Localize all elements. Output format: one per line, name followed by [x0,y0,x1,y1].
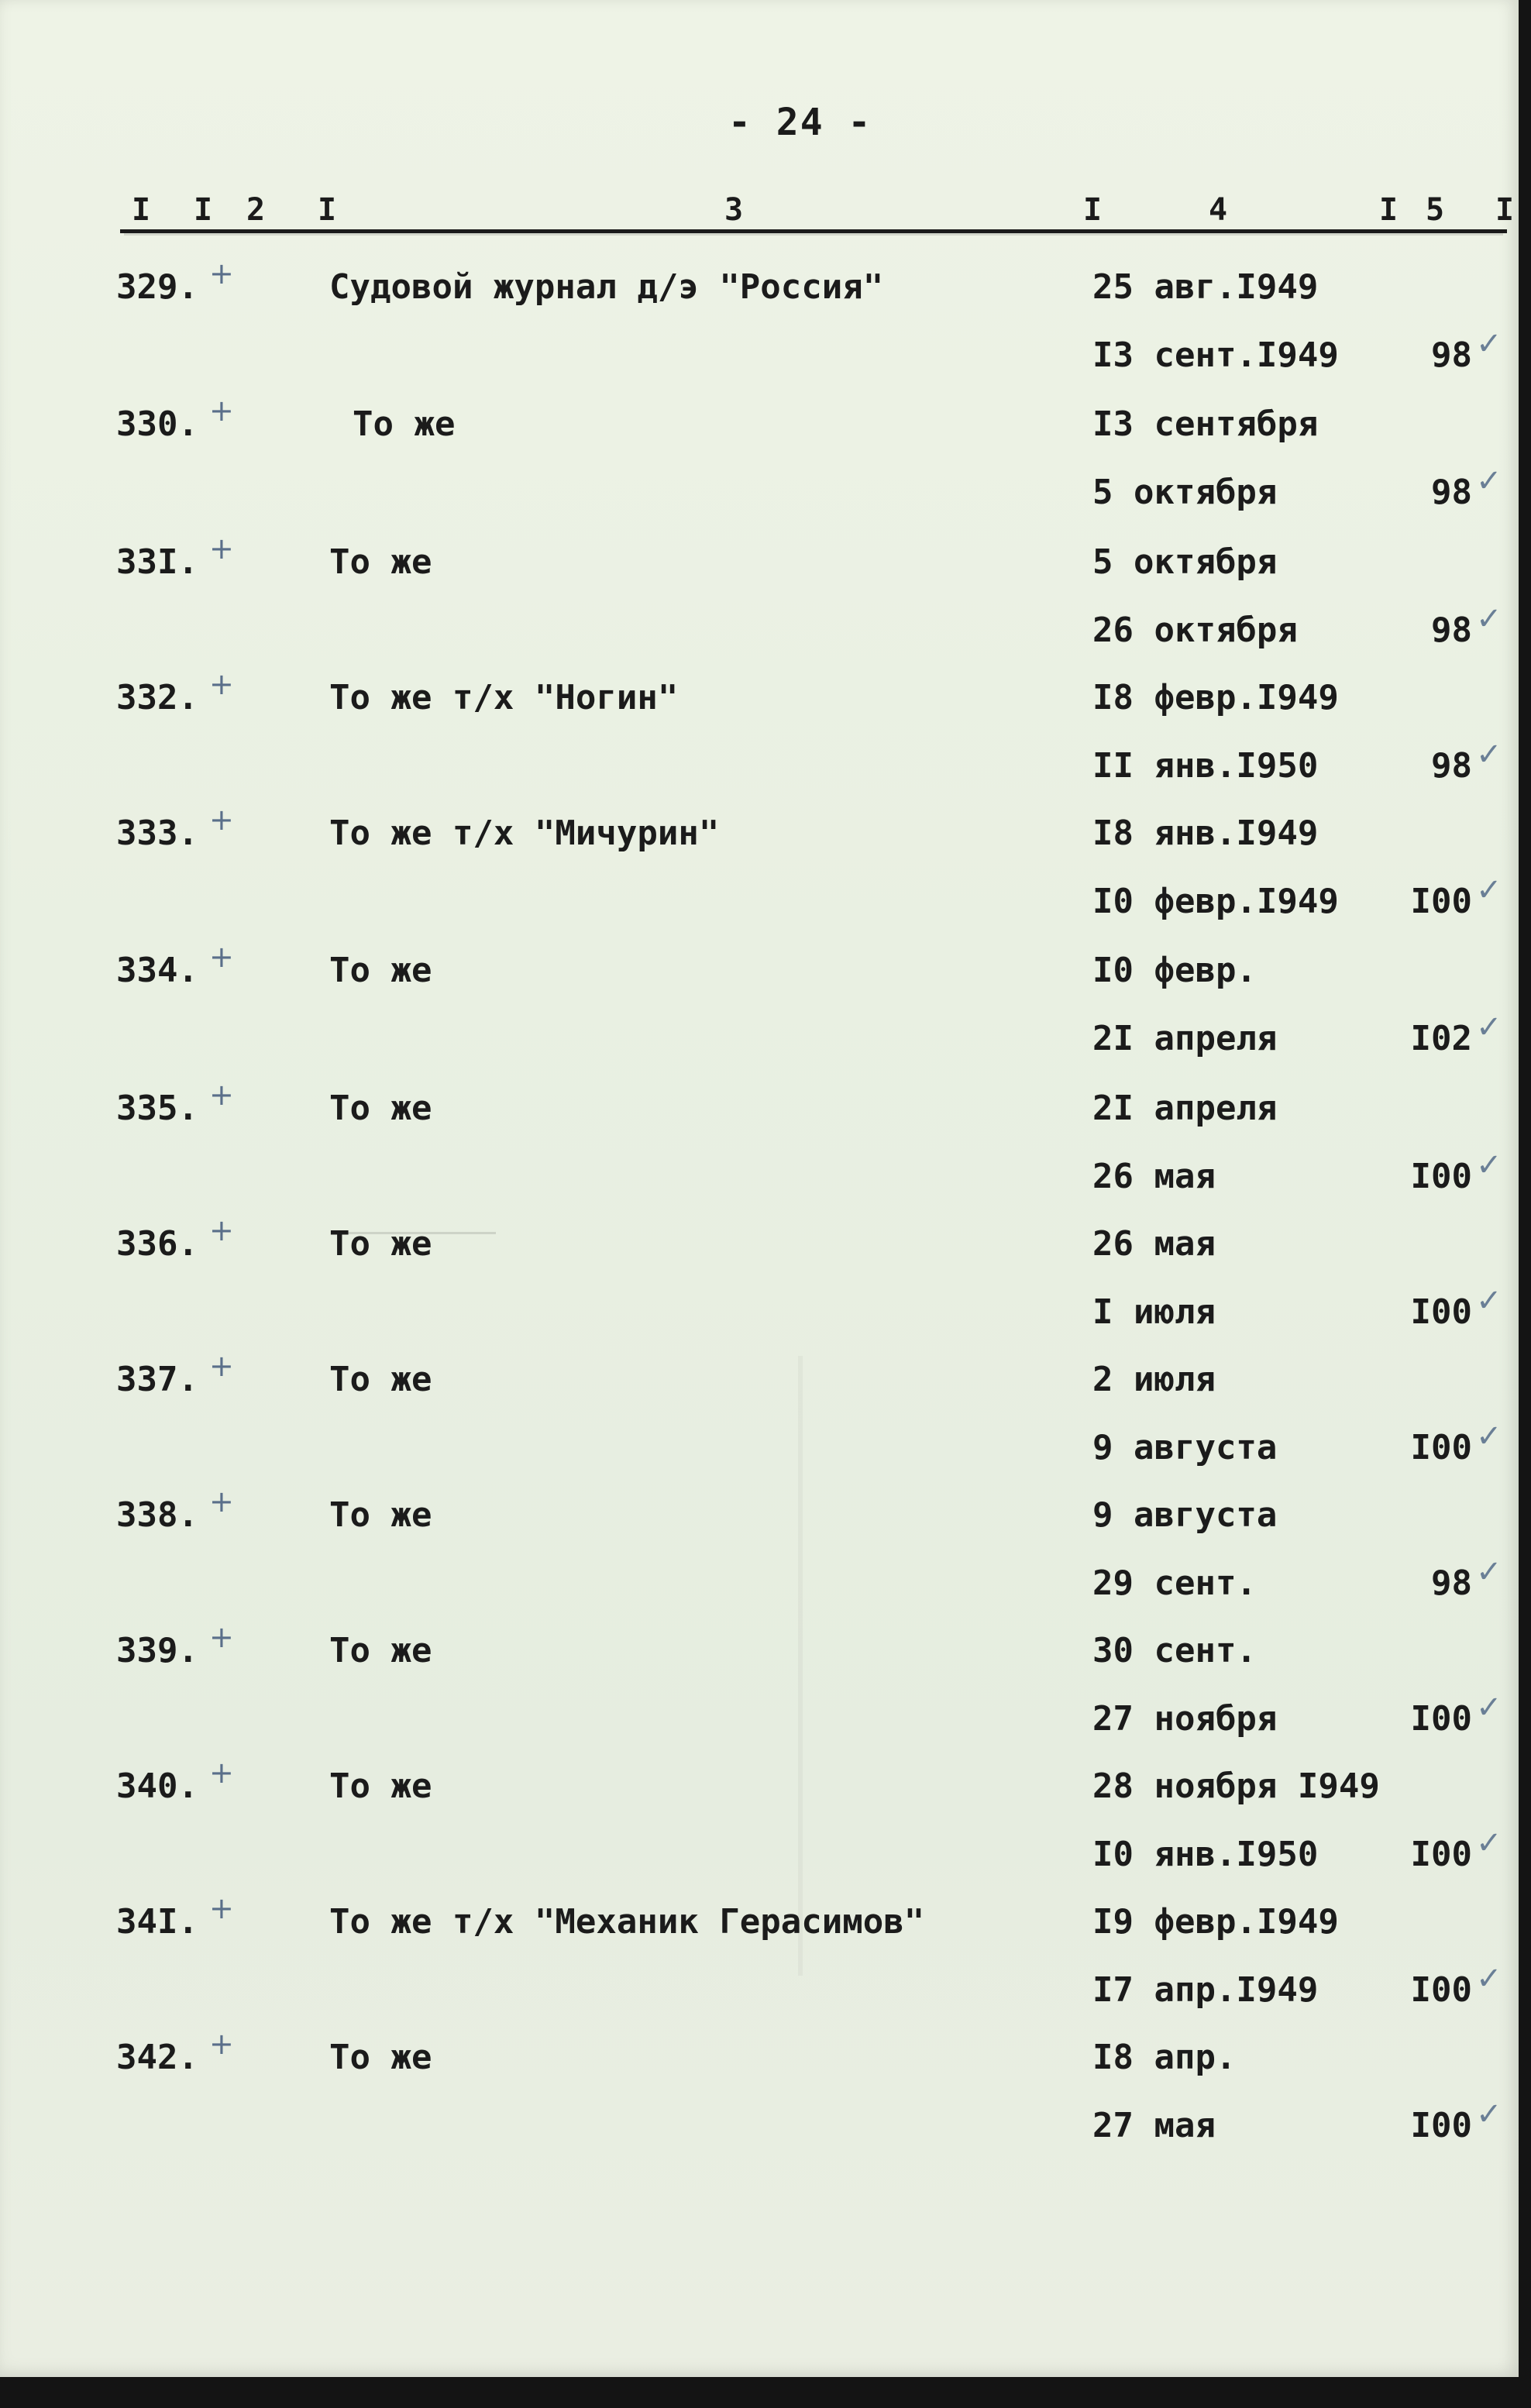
entry-date-end: 29 сент. [1092,1563,1257,1603]
pencil-check-mark: ✓ [1476,1147,1502,1183]
entry-number: 334. [116,951,198,990]
entry-page-count: 98 [1431,611,1472,650]
entry-page-count: I02 [1410,1019,1472,1058]
entry-date-end: I0 янв.I950 [1092,1835,1319,1874]
entry-date-start: 9 августа [1092,1495,1278,1535]
entry-page-count: I00 [1410,1157,1472,1196]
entry-date-end: 5 октября [1092,473,1278,512]
entry-date-end: 27 ноября [1092,1699,1278,1739]
entry-number: 33I. [116,542,198,582]
entry-number: 340. [116,1766,198,1806]
list-item [0,1349,1519,1499]
column-header-sep: I [1495,192,1515,228]
entry-date-end: 27 мая [1092,2106,1216,2145]
pencil-check-mark: ✓ [1476,1419,1502,1454]
pencil-cross-mark: + [209,1078,234,1112]
entry-date-start: I9 февр.I949 [1092,1902,1339,1942]
entry-date-end: 26 мая [1092,1157,1216,1196]
list-item [0,1078,1519,1228]
entry-number: 329. [116,267,198,307]
entry-page-count: 98 [1431,1563,1472,1603]
column-header-sep: I [1379,192,1399,228]
entry-date-start: I8 янв.I949 [1092,814,1319,853]
entry-number: 336. [116,1224,198,1264]
entry-title: То же [353,404,456,444]
entry-page-count: I00 [1410,882,1472,921]
entry-page-count: 98 [1431,335,1472,375]
entry-title: То же [329,542,432,582]
entry-number: 34I. [116,1902,198,1942]
pencil-cross-mark: + [209,1349,234,1383]
pencil-check-mark: ✓ [1476,2097,1502,2132]
entry-number: 338. [116,1495,198,1535]
pencil-check-mark: ✓ [1476,1690,1502,1725]
entry-date-end: I7 апр.I949 [1092,1970,1319,2010]
pencil-cross-mark: + [209,1620,234,1654]
entry-date-end: II янв.I950 [1092,746,1319,786]
column-header-sep: I [1083,192,1103,228]
list-item [0,667,1519,817]
entry-page-count: I00 [1410,1835,1472,1874]
entry-title: То же [329,1766,432,1806]
list-item [0,394,1519,544]
entry-title: То же [329,1360,432,1399]
entry-page-count: I00 [1410,2106,1472,2145]
entry-date-end: 26 октября [1092,611,1298,650]
column-header-sep: I [194,192,213,228]
entry-title: То же т/х "Ногин" [329,678,679,717]
pencil-cross-mark: + [209,667,234,701]
entry-title: То же т/х "Мичурин" [329,814,720,853]
pencil-check-mark: ✓ [1476,463,1502,499]
entry-number: 337. [116,1360,198,1399]
entry-date-end: 2I апреля [1092,1019,1278,1058]
entry-date-start: 30 сент. [1092,1631,1257,1670]
entry-number: 330. [116,404,198,444]
entry-date-start: I3 сентября [1092,404,1319,444]
entry-title: Судовой журнал д/э "Россия" [329,267,884,307]
column-header-2: 2 [246,192,266,228]
pencil-cross-mark: + [209,1484,234,1519]
pencil-check-mark: ✓ [1476,872,1502,908]
entry-date-end: 9 августа [1092,1428,1278,1467]
pencil-cross-mark: + [209,940,234,974]
header-rule [120,229,1507,233]
pencil-check-mark: ✓ [1476,601,1502,637]
pencil-cross-mark: + [209,2027,234,2061]
pencil-cross-mark: + [209,531,234,566]
entry-date-end: I июля [1092,1292,1216,1332]
entry-number: 339. [116,1631,198,1670]
pencil-cross-mark: + [209,1891,234,1925]
page-number: - 24 - [728,101,872,144]
entry-page-count: I00 [1410,1970,1472,2010]
pencil-check-mark: ✓ [1476,1825,1502,1861]
pencil-cross-mark: + [209,256,234,291]
list-item [0,940,1519,1090]
entry-page-count: 98 [1431,746,1472,786]
entry-page-count: I00 [1410,1699,1472,1739]
entry-date-start: 25 авг.I949 [1092,267,1319,307]
pencil-check-mark: ✓ [1476,1010,1502,1045]
entry-number: 333. [116,814,198,853]
entry-title: То же [329,951,432,990]
list-item [0,1620,1519,1770]
entry-date-start: I8 февр.I949 [1092,678,1339,717]
entry-date-end: I0 февр.I949 [1092,882,1339,921]
column-header-sep: I [132,192,151,228]
pencil-check-mark: ✓ [1476,737,1502,772]
list-item [0,1484,1519,1635]
entry-title: То же [329,1495,432,1535]
entry-date-end: I3 сент.I949 [1092,335,1339,375]
entry-page-count: 98 [1431,473,1472,512]
entry-date-start: 2I апреля [1092,1089,1278,1128]
pencil-cross-mark: + [209,394,234,428]
list-item [0,256,1519,407]
entry-title: То же [329,1224,432,1264]
entry-title: То же [329,1631,432,1670]
pencil-cross-mark: + [209,803,234,837]
pencil-cross-mark: + [209,1213,234,1247]
list-item [0,803,1519,953]
pencil-cross-mark: + [209,1756,234,1790]
entry-title: То же [329,1089,432,1128]
pencil-check-mark: ✓ [1476,1554,1502,1590]
column-header-5: 5 [1426,192,1445,228]
entry-page-count: I00 [1410,1428,1472,1467]
entry-date-start: 28 ноября I949 [1092,1766,1380,1806]
entry-date-start: I8 апр. [1092,2038,1237,2077]
column-header-sep: I [318,192,337,228]
list-item [0,1213,1519,1364]
entry-number: 335. [116,1089,198,1128]
entry-number: 332. [116,678,198,717]
entry-date-start: 5 октября [1092,542,1278,582]
list-item [0,2027,1519,2177]
list-item [0,1756,1519,1906]
pencil-check-mark: ✓ [1476,326,1502,362]
entry-date-start: 26 мая [1092,1224,1216,1264]
entry-number: 342. [116,2038,198,2077]
pencil-check-mark: ✓ [1476,1283,1502,1319]
column-header-4: 4 [1209,192,1228,228]
list-item [0,531,1519,682]
entry-page-count: I00 [1410,1292,1472,1332]
pencil-check-mark: ✓ [1476,1961,1502,1997]
entry-title: То же [329,2038,432,2077]
entry-date-start: 2 июля [1092,1360,1216,1399]
list-item [0,1891,1519,2042]
column-header-3: 3 [724,192,744,228]
entry-title: То же т/х "Механик Герасимов" [329,1902,925,1942]
entry-date-start: I0 февр. [1092,951,1257,990]
